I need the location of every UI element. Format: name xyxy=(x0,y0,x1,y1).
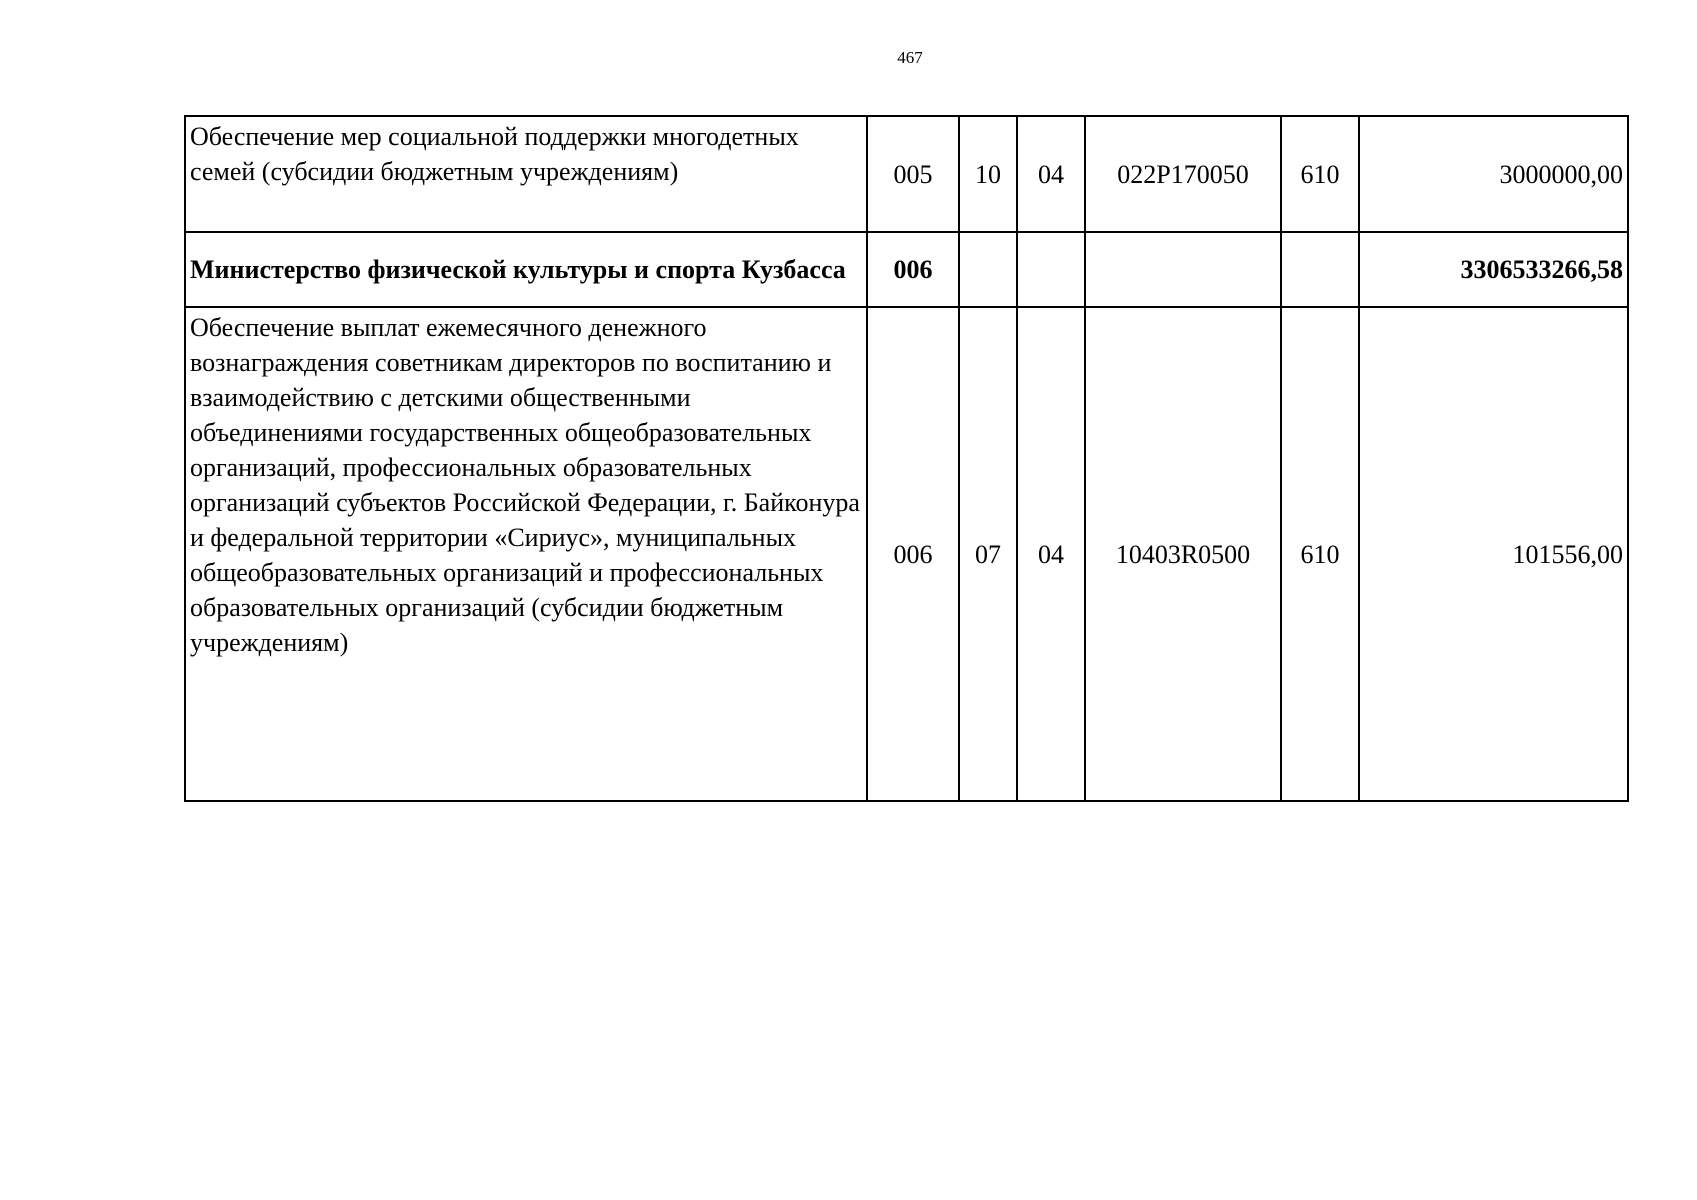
table-row xyxy=(185,116,1628,232)
target-article-code: 022P170050 xyxy=(1085,116,1281,232)
expense-type-code: 610 xyxy=(1281,307,1359,801)
row-description: Обеспечение выплат ежемесячного денежного вознаграждения советникам директоров по воспитанию и взаимодействию с детскими общественными объединениями государственных общеобразовательных организаций, профессиональных образовательных организаций субъектов Российской Федерации, г. Байконура и федеральной территории «Сириус», муниципальных общеобразовательных организаций и профессиональных образовательных организаций (субсидии бюджетным учреждениям) xyxy=(185,307,867,801)
target-article-code xyxy=(1085,232,1281,307)
subsection-code: 04 xyxy=(1017,116,1085,232)
amount-value: 101556,00 xyxy=(1359,307,1628,801)
page-number: 467 xyxy=(897,48,923,67)
section-code: 10 xyxy=(959,116,1017,232)
target-article-code: 10403R0500 xyxy=(1085,307,1281,801)
amount-value: 3306533266,58 xyxy=(1359,232,1628,307)
section-code xyxy=(959,232,1017,307)
row-description: Министерство физической культуры и спорта Кузбасса xyxy=(185,232,867,307)
subsection-code xyxy=(1017,232,1085,307)
ministry-code: 006 xyxy=(867,232,959,307)
ministry-code: 005 xyxy=(867,116,959,232)
section-code: 07 xyxy=(959,307,1017,801)
budget-table xyxy=(184,115,1629,802)
table-row xyxy=(185,232,1628,307)
ministry-code: 006 xyxy=(867,307,959,801)
amount-value: 3000000,00 xyxy=(1359,116,1628,232)
expense-type-code: 610 xyxy=(1281,116,1359,232)
subsection-code: 04 xyxy=(1017,307,1085,801)
table-row xyxy=(185,307,1628,801)
row-description: Обеспечение мер социальной поддержки многодетных семей (субсидии бюджетным учреждениям) xyxy=(185,116,867,232)
expense-type-code xyxy=(1281,232,1359,307)
